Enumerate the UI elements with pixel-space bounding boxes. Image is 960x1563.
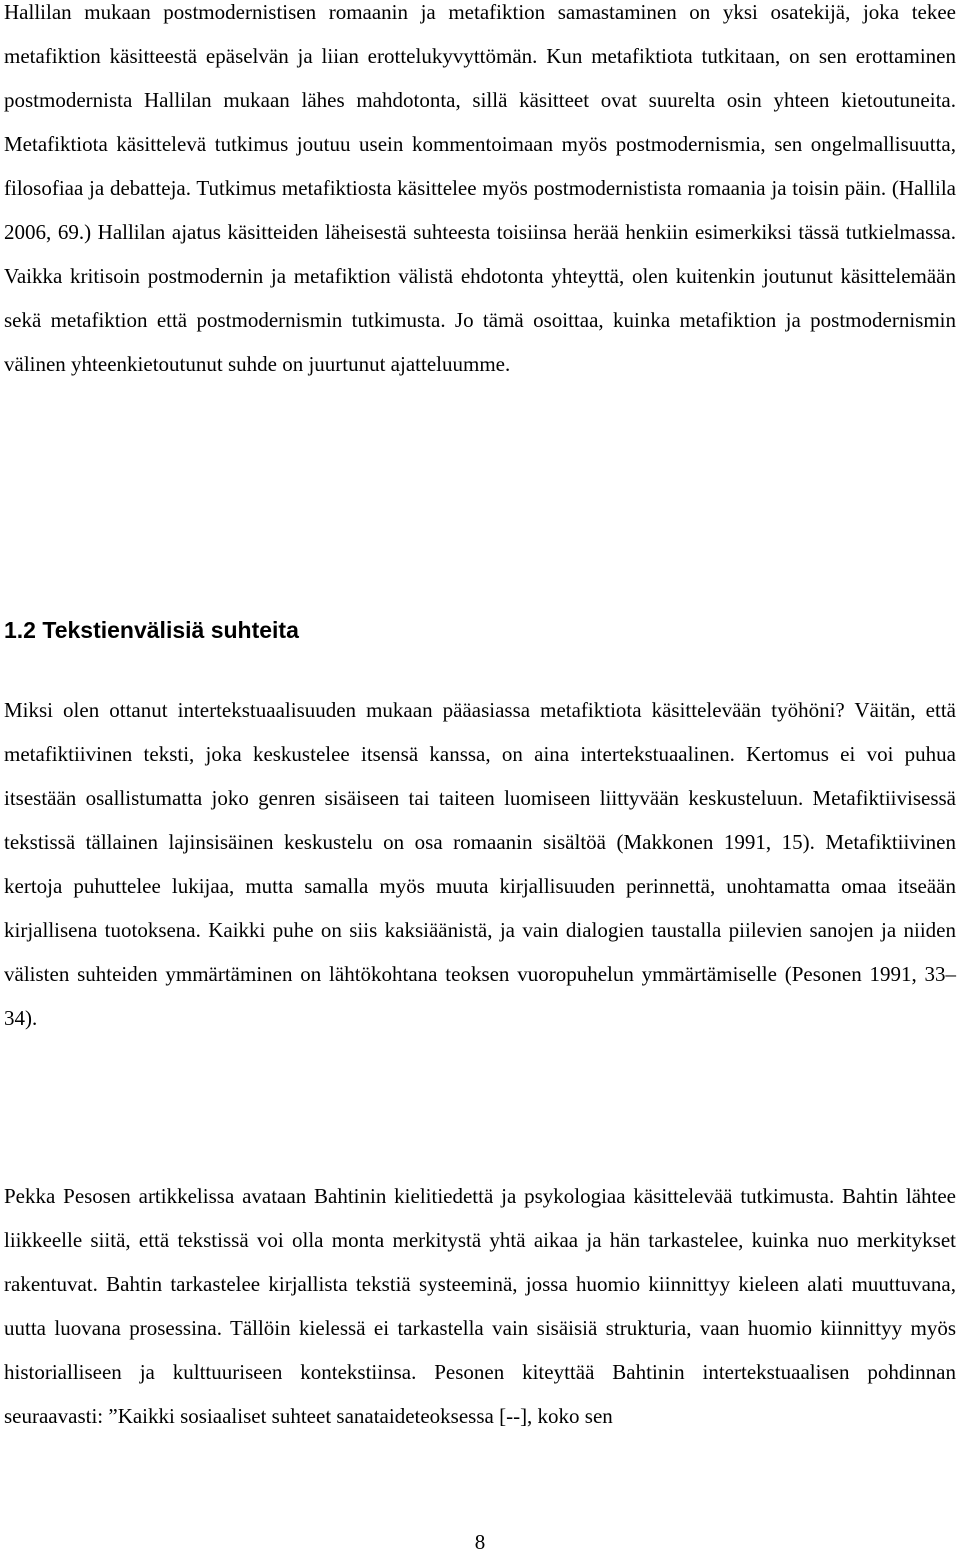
- body-paragraph: Miksi olen ottanut intertekstuaalisuuden mukaan pääasiassa metafiktiota käsittelevään työhöni? Väitän, että metafiktiivinen teksti, joka keskustelee itsensä kanssa, on aina intertekstuaalinen. Kertomus ei voi puhua itsestään osallistumatta joko genren sisäiseen tai taiteen luomiseen liittyvään keskusteluun. Metafiktiivisessä tekstissä tällainen lajinsisäinen keskustelu on osa romaanin sisältöä (Makkonen 1991, 15). Metafiktiivinen kertoja puhuttelee lukijaa, mutta samalla myös muuta kirjallisuuden perinnettä, unohtamatta omaa itseään kirjallisena tuotoksena. Kaikki puhe on siis kaksiäänistä, ja vain dialogien taustalla piilevien sanojen ja niiden välisten suhteiden ymmärtäminen on lähtökohtana teoksen vuoropuhelun ymmärtämiselle (Pesonen 1991, 33–34).: [4, 698, 956, 1030]
- section-heading: 1.2 Tekstienvälisiä suhteita: [4, 617, 299, 643]
- body-paragraph: Pekka Pesosen artikkelissa avataan Bahtinin kielitiedettä ja psykologiaa käsittelevää tutkimusta. Bahtin lähtee liikkeelle siitä, että tekstissä voi olla monta merkitystä yhtä aikaa ja hän tarkastelee, kuinka nuo merkitykset rakentuvat. Bahtin tarkastelee kirjallista tekstiä systeeminä, jossa huomio kiinnittyy kieleen alati muuttuvana, uutta luovana prosessina. Tällöin kielessä ei tarkastella vain sisäisiä strukturia, vaan huomio kiinnittyy myös historialliseen ja kulttuuriseen kontekstiinsa. Pesonen kiteyttää Bahtinin intertekstuaalisen pohdinnan seuraavasti: ”Kaikki sosiaaliset suhteet sanataideteoksessa [--], koko sen: [4, 1184, 956, 1428]
- body-paragraph: Hallilan mukaan postmodernistisen romaanin ja metafiktion samastaminen on yksi osatekijä, joka tekee metafiktion käsitteestä epäselvän ja liian erottelukyvyttömän. Kun metafiktiota tutkitaan, on sen erottaminen postmodernista Hallilan mukaan lähes mahdotonta, sillä käsitteet ovat suurelta osin yhteen kietoutuneita. Metafiktiota käsittelevä tutkimus joutuu usein kommentoimaan myös postmodernismia, sen ongelmallisuutta, filosofiaa ja debatteja. Tutkimus metafiktiosta käsittelee myös postmodernistista romaania ja toisin päin. (Hallila 2006, 69.) Hallilan ajatus käsitteiden läheisestä suhteesta toisiinsa herää henkiin esimerkiksi tässä tutkielmassa. Vaikka kritisoin postmodernin ja metafiktion välistä ehdotonta yhteyttä, olen kuitenkin joutunut käsittelemään sekä metafiktion että postmodernismin tutkimusta. Jo tämä osoittaa, kuinka metafiktion ja postmodernismin välinen yhteenkietoutunut suhde on juurtunut ajatteluumme.: [4, 0, 956, 376]
- page-number: 8: [474, 1530, 486, 1554]
- document-page: [4, 0, 956, 1563]
